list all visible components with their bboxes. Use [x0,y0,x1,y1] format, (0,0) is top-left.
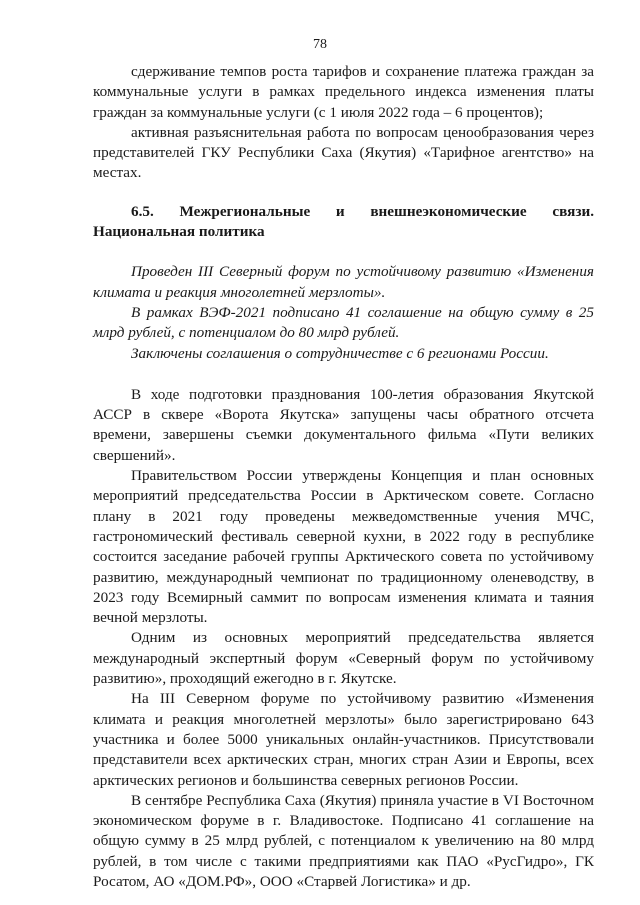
paragraph-northern-forum: Одним из основных мероприятий председательства является международный экспертный форум «Северный форум по устойчивому развитию», проходящий ежегодно в г. Якутске. [93,629,594,688]
summary-item-eef: В рамках ВЭФ-2021 подписано 41 соглашение на общую сумму в 25 млрд рублей, с потенциалом до 80 млрд рублей. [93,303,594,342]
section-body [93,385,594,892]
paragraph-eastern-economic-forum: В сентябре Республика Саха (Якутия) приняла участие в VI Восточном экономическом форуме в г. Владивостоке. Подписано 41 соглашение на общую сумму в 25 млрд рублей, с потенциалом к увеличению на 80 млрд рублей, в том числе с такими предприятиями как ПАО «РусГидро», ГК Росатом, АО «ДОМ.РФ», ООО «Старвей Логистика» и др. [93,791,594,890]
paragraph-tariff-agency: активная разъяснительная работа по вопросам ценообразования через представителей ГКУ Республики Саха (Якутия) «Тарифное агентство» на местах. [93,123,594,182]
summary-item-forum: Проведен III Северный форум по устойчивому развитию «Изменения климата и реакция многолетней мерзлоты». [93,263,594,301]
summary-item-regions: Заключены соглашения о сотрудничестве с 6 регионами России. [131,344,549,362]
paragraph-tariff-restraint: сдерживание темпов роста тарифов и сохранение платежа граждан за коммунальные услуги в рамках предельного индекса изменения платы граждан за коммунальные услуги (с 1 июля 2022 года – 6 процентов); [93,63,594,121]
paragraph-anniversary: В ходе подготовки празднования 100-летия образования Якутской АССР в сквере «Ворота Якутска» запущены часы обратного отсчета времени, завершены съемки документального фильма «Пути великих свершений». [93,385,594,464]
paragraph-arctic-council: Правительством России утверждены Концепция и план основных мероприятий председательства России в Арктическом совете. Согласно плану в 2021 году проведены межведомственные учения МЧС, гастрономический фестиваль северной кухни, в 2022 году в республике состоится заседание рабочей группы Арктического совета по устойчивому развитию, международный чемпионат по традиционному оленеводству, в 2023 году Всемирный саммит по вопросам изменения климата и таяния вечной мерзлоты. [93,467,594,627]
page-number: 78 [313,37,327,52]
section-summary [93,262,594,363]
paragraph-forum-participants: На III Северном форуме по устойчивому развитию «Изменения климата и реакция многолетней мерзлоты» было зарегистрировано 643 участника и более 5000 уникальных онлайн-участников. Присутствовали представители всех арктических стран, многих стран Азии и Европы, всех арктических регионов и большинства северных регионов России. [93,690,594,789]
section-heading: 6.5. Межрегиональные и внешнеэкономические связи. Национальная политика [93,202,594,241]
document-body [93,62,594,892]
